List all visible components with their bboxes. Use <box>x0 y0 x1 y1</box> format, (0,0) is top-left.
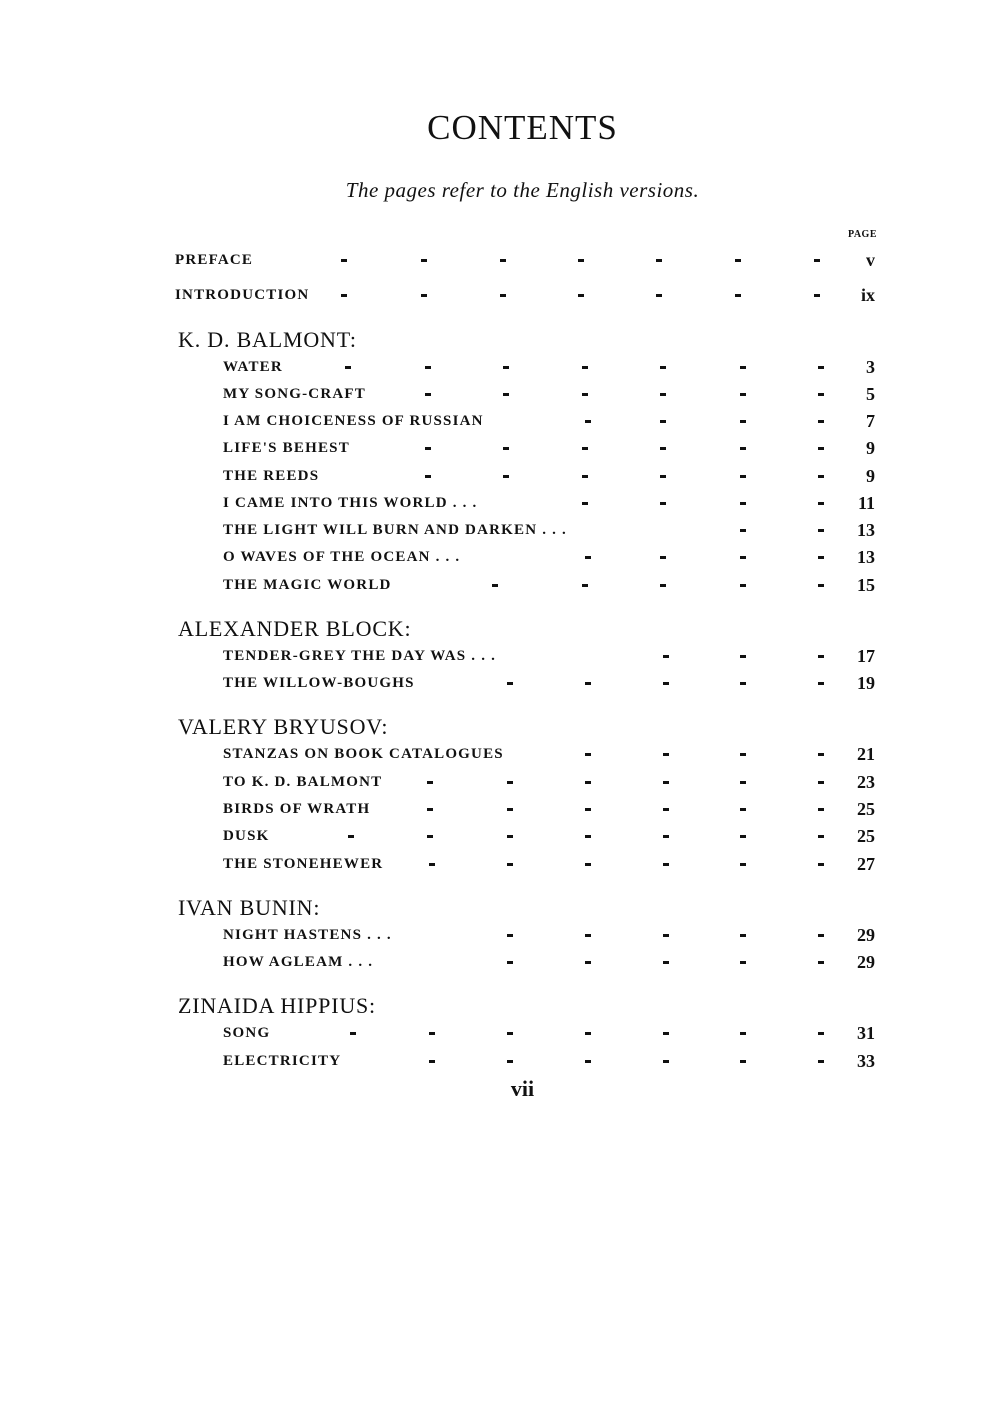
leader-dash <box>582 584 588 587</box>
toc-entry <box>0 495 1000 519</box>
page-folio: vii <box>510 1076 535 1101</box>
leader-dash <box>582 447 588 450</box>
leader-dash <box>740 835 746 838</box>
toc-entry <box>0 1053 1000 1077</box>
leader-dash <box>818 961 824 964</box>
leader-dash <box>740 655 746 658</box>
leader-dash <box>818 808 824 811</box>
leader-dash <box>663 835 669 838</box>
entry-title: THE STONEHEWER <box>223 856 384 872</box>
leader-dash <box>427 781 433 784</box>
toc-entry-preface <box>0 252 1000 276</box>
entry-page: 19 <box>857 673 875 693</box>
leader-dash <box>656 294 662 297</box>
entry-title: SONG <box>223 1025 271 1041</box>
leader-dash <box>818 502 824 505</box>
leader-dash <box>663 961 669 964</box>
entry-title: PREFACE <box>175 252 254 268</box>
leader-dash <box>660 420 666 423</box>
leader-dash <box>585 1060 591 1063</box>
leader-dash <box>740 863 746 866</box>
leader-dash <box>740 961 746 964</box>
leader-dash <box>740 556 746 559</box>
leader-dash <box>818 529 824 532</box>
leader-dash <box>500 294 506 297</box>
leader-dash <box>585 835 591 838</box>
page-column-label: PAGE <box>847 229 877 240</box>
entry-page: 29 <box>857 952 875 972</box>
entry-title: THE WILLOW-BOUGHS <box>223 675 415 691</box>
leader-dash <box>585 753 591 756</box>
leader-dash <box>663 1032 669 1035</box>
toc-entry <box>0 468 1000 492</box>
leader-dash <box>585 556 591 559</box>
entry-title: TO K. D. BALMONT <box>223 774 383 790</box>
entry-page: 29 <box>857 925 875 945</box>
entry-title: I AM CHOICENESS OF RUSSIAN <box>223 413 484 429</box>
leader-dash <box>578 259 584 262</box>
leader-dash <box>503 366 509 369</box>
leader-dash <box>740 502 746 505</box>
leader-dash <box>345 366 351 369</box>
entry-page: 23 <box>857 772 875 792</box>
entry-page: 25 <box>857 826 875 846</box>
leader-dash <box>507 781 513 784</box>
leader-dash <box>507 808 513 811</box>
leader-dash <box>818 584 824 587</box>
leader-dash <box>429 863 435 866</box>
leader-dash <box>818 753 824 756</box>
entry-page: 17 <box>857 646 875 666</box>
toc-entry <box>0 954 1000 978</box>
leader-dash <box>492 584 498 587</box>
toc-entry <box>0 522 1000 546</box>
leader-dash <box>507 863 513 866</box>
leader-dash <box>656 259 662 262</box>
toc-entry <box>0 774 1000 798</box>
entry-page: 31 <box>857 1023 875 1043</box>
entry-page: 5 <box>866 384 875 404</box>
leader-dash <box>582 502 588 505</box>
entry-page: v <box>866 250 875 270</box>
leader-dash <box>582 475 588 478</box>
leader-dash <box>585 1032 591 1035</box>
leader-dash <box>818 447 824 450</box>
leader-dash <box>660 447 666 450</box>
entry-page: 9 <box>866 466 875 486</box>
leader-dash <box>663 1060 669 1063</box>
leader-dash <box>507 1060 513 1063</box>
entry-page: 13 <box>857 547 875 567</box>
leader-dash <box>818 556 824 559</box>
leader-dash <box>660 393 666 396</box>
entry-title: O WAVES OF THE OCEAN . . . <box>223 549 461 565</box>
leader-dash <box>341 294 347 297</box>
leader-dash <box>818 1060 824 1063</box>
page-note: The pages refer to the English versions. <box>345 178 700 202</box>
leader-dash <box>663 655 669 658</box>
toc-entry <box>0 549 1000 573</box>
toc-entry <box>0 746 1000 770</box>
leader-dash <box>421 259 427 262</box>
leader-dash <box>818 393 824 396</box>
leader-dash <box>503 475 509 478</box>
leader-dash <box>740 808 746 811</box>
entry-page: 11 <box>857 493 875 513</box>
entry-title: ELECTRICITY <box>223 1053 342 1069</box>
leader-dash <box>740 781 746 784</box>
leader-dash <box>585 934 591 937</box>
toc-entry <box>0 577 1000 601</box>
leader-dash <box>421 294 427 297</box>
leader-dash <box>503 393 509 396</box>
entry-title: STANZAS ON BOOK CATALOGUES <box>223 746 504 762</box>
toc-entry <box>0 359 1000 383</box>
entry-title: I CAME INTO THIS WORLD . . . <box>223 495 478 511</box>
leader-dash <box>427 835 433 838</box>
leader-dash <box>740 393 746 396</box>
entry-title: THE LIGHT WILL BURN AND DARKEN . . . <box>223 522 567 538</box>
leader-dash <box>818 475 824 478</box>
leader-dash <box>585 682 591 685</box>
entry-page: 21 <box>857 744 875 764</box>
entry-title: WATER <box>223 359 283 375</box>
leader-dash <box>507 835 513 838</box>
toc-entry <box>0 1025 1000 1049</box>
leader-dash <box>740 584 746 587</box>
leader-dash <box>818 863 824 866</box>
entry-page: 7 <box>866 411 875 431</box>
leader-dash <box>740 447 746 450</box>
leader-dash <box>429 1032 435 1035</box>
entry-title: HOW AGLEAM . . . <box>223 954 374 970</box>
leader-dash <box>507 682 513 685</box>
leader-dash <box>660 502 666 505</box>
author-heading-block: ALEXANDER BLOCK: <box>178 616 412 641</box>
leader-dash <box>578 294 584 297</box>
leader-dash <box>740 529 746 532</box>
leader-dash <box>818 682 824 685</box>
leader-dash <box>585 420 591 423</box>
leader-dash <box>818 420 824 423</box>
toc-entry <box>0 675 1000 699</box>
leader-dash <box>660 475 666 478</box>
leader-dash <box>425 393 431 396</box>
entry-title: NIGHT HASTENS . . . <box>223 927 392 943</box>
author-heading-hippius: ZINAIDA HIPPIUS: <box>178 993 376 1018</box>
entry-page: 33 <box>857 1051 875 1071</box>
leader-dash <box>660 366 666 369</box>
entry-page: 15 <box>857 575 875 595</box>
leader-dash <box>818 1032 824 1035</box>
leader-dash <box>818 835 824 838</box>
leader-dash <box>582 366 588 369</box>
entry-page: 9 <box>866 438 875 458</box>
entry-page: 25 <box>857 799 875 819</box>
entry-title: TENDER-GREY THE DAY WAS . . . <box>223 648 497 664</box>
leader-dash <box>740 753 746 756</box>
leader-dash <box>740 475 746 478</box>
leader-dash <box>740 1060 746 1063</box>
toc-entry <box>0 413 1000 437</box>
entry-page: ix <box>860 285 875 305</box>
leader-dash <box>740 934 746 937</box>
entry-title: THE REEDS <box>223 468 320 484</box>
author-heading-bunin: IVAN BUNIN: <box>178 895 321 920</box>
entry-title: LIFE'S BEHEST <box>223 440 350 456</box>
author-heading-balmont: K. D. BALMONT: <box>178 327 357 352</box>
leader-dash <box>740 1032 746 1035</box>
entry-page: 3 <box>866 357 875 377</box>
toc-entry <box>0 927 1000 951</box>
leader-dash <box>427 808 433 811</box>
leader-dash <box>740 366 746 369</box>
entry-title: BIRDS OF WRATH <box>223 801 371 817</box>
toc-entry <box>0 440 1000 464</box>
leader-dash <box>503 447 509 450</box>
leader-dash <box>663 808 669 811</box>
leader-dash <box>585 961 591 964</box>
leader-dash <box>818 934 824 937</box>
leader-dash <box>429 1060 435 1063</box>
leader-dash <box>814 294 820 297</box>
leader-dash <box>740 420 746 423</box>
leader-dash <box>341 259 347 262</box>
toc-entry <box>0 386 1000 410</box>
leader-dash <box>735 259 741 262</box>
leader-dash <box>818 781 824 784</box>
leader-dash <box>582 393 588 396</box>
leader-dash <box>425 475 431 478</box>
toc-entry <box>0 828 1000 852</box>
leader-dash <box>740 682 746 685</box>
leader-dash <box>663 863 669 866</box>
leader-dash <box>348 835 354 838</box>
leader-dash <box>814 259 820 262</box>
leader-dash <box>660 584 666 587</box>
entry-page: 27 <box>857 854 875 874</box>
leader-dash <box>585 781 591 784</box>
entry-title: THE MAGIC WORLD <box>223 577 392 593</box>
leader-dash <box>425 366 431 369</box>
leader-dash <box>663 934 669 937</box>
leader-dash <box>735 294 741 297</box>
leader-dash <box>507 934 513 937</box>
toc-entry <box>0 856 1000 880</box>
leader-dash <box>585 863 591 866</box>
leader-dash <box>507 1032 513 1035</box>
entry-title: DUSK <box>223 828 270 844</box>
leader-dash <box>425 447 431 450</box>
leader-dash <box>350 1032 356 1035</box>
leader-dash <box>660 556 666 559</box>
toc-entry <box>0 801 1000 825</box>
leader-dash <box>663 781 669 784</box>
leader-dash <box>585 808 591 811</box>
leader-dash <box>818 655 824 658</box>
leader-dash <box>507 961 513 964</box>
page-title: CONTENTS <box>427 108 618 147</box>
entry-title: INTRODUCTION <box>175 287 310 303</box>
leader-dash <box>500 259 506 262</box>
toc-entry <box>0 648 1000 672</box>
leader-dash <box>818 366 824 369</box>
entry-title: MY SONG-CRAFT <box>223 386 366 402</box>
entry-page: 13 <box>857 520 875 540</box>
leader-dash <box>663 753 669 756</box>
leader-dash <box>663 682 669 685</box>
author-heading-bryusov: VALERY BRYUSOV: <box>178 714 389 739</box>
toc-entry-introduction <box>0 287 1000 311</box>
